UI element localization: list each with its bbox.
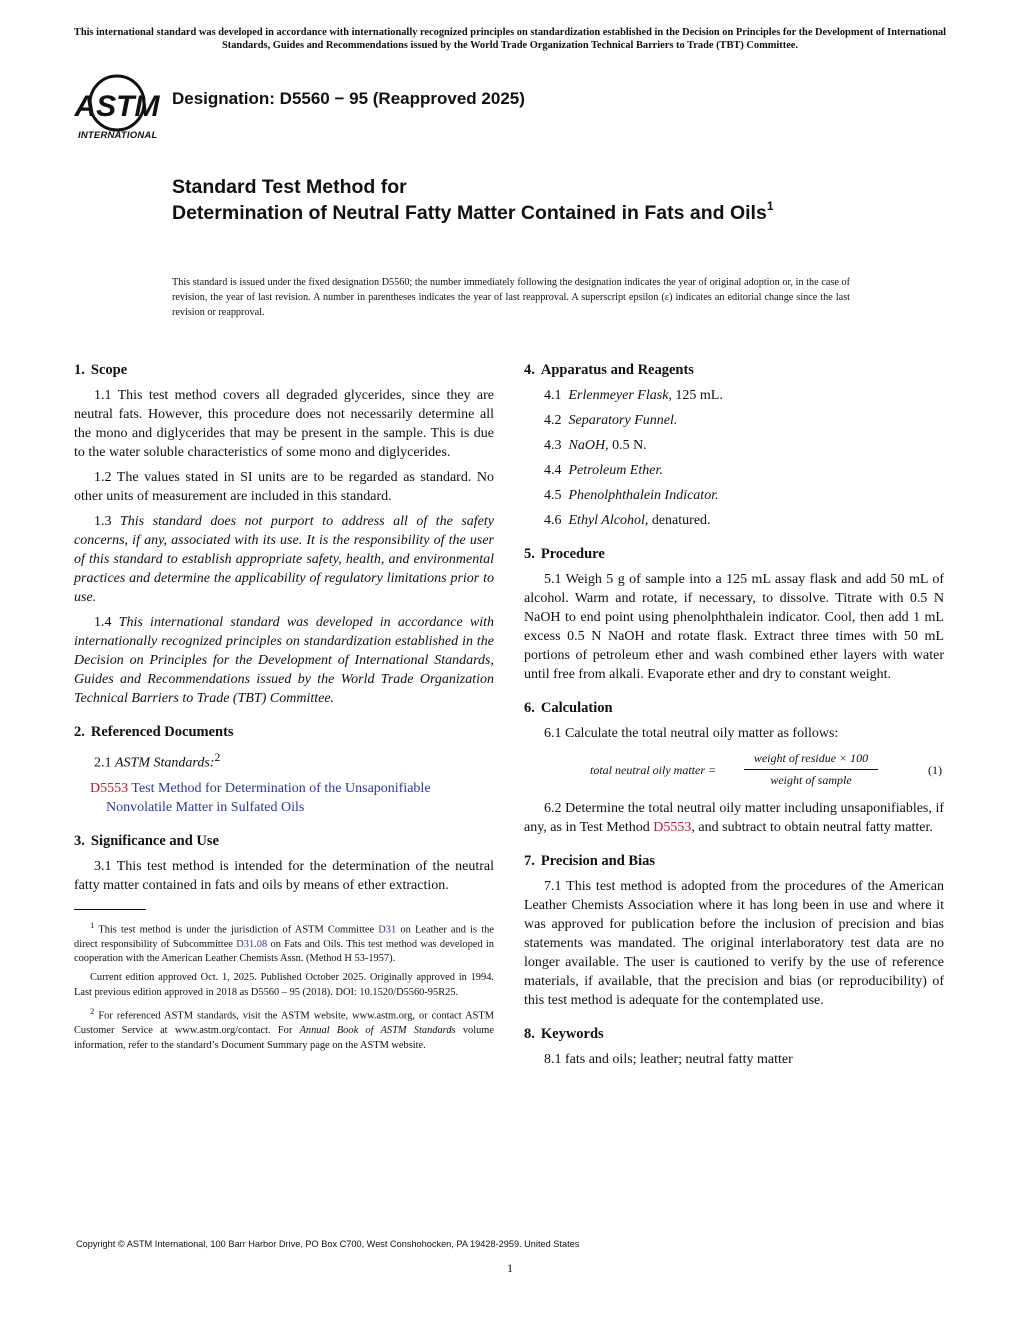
footnote-2: $^2$ For referenced ASTM standards, visit the ASTM website, www.astm.org, or contact ASTM Customer Service at www.astm.org/contact. For Annual Book of ASTM Standards volume information, refer to the standard’s Document Summary page on the ASTM website. — [74, 1006, 494, 1051]
paragraph-6-2: 6.2 Determine the total neutral oily matter including unsaponifiables, if any, as in Test Method D5553, and subtract to obtain neutral fatty matter. — [524, 801, 944, 835]
paragraph-5-1: 5.1 Weigh 5 g of sample into a 125 mL assay flask and add 50 mL of alcohol. Warm and rotate, if necessary, to dissolve. Titrate with 0.5 N NaOH to end point using phenolphthalein indicator. Cool, then add 1 mL excess 0.5 N NaOH and rotate flask. Extract three times with 50 mL portions of petroleum ether and wash combined ether layers with water until free from alkali. Evaporate ether and dry to constant weight. — [524, 572, 944, 682]
subcommittee-d31-08-link[interactable]: D31.08 — [236, 938, 268, 950]
section-heading: 4. Apparatus and Reagents — [524, 362, 694, 378]
section-heading: 8. Keywords — [524, 1026, 604, 1042]
paragraph-1-2: 1.2 The values stated in SI units are to be regarded as standard. No other units of measurement are included in this standard. — [74, 470, 494, 504]
section-precision — [524, 851, 944, 1010]
section-referenced-documents — [74, 722, 494, 817]
document-title — [172, 174, 872, 226]
paragraph-1-1: 1.1 This test method covers all degraded glycerides, since they are neutral fats. However, this procedure does not necessarily determine all the mono and diglycerides that may be present in the sample. This is due to the water soluble characteristics of some mono and diglycerides. — [74, 388, 494, 460]
apparatus-item: 4.5 Phenolphthalein Indicator. — [544, 488, 719, 503]
standard-notice: This international standard was developed in accordance with internationally recognized principles on standardization established in the Decision on Principles for the Development of International Standards, Guides and Recommendations issued by the World Trade Organization Technical Barriers to Trade (TBT) Committee. — [73, 27, 947, 51]
section-apparatus — [524, 360, 944, 530]
section-significance — [74, 831, 494, 895]
reference-d5553-link[interactable]: D5553 Test Method for Determination of the Unsaponifiable Nonvolatile Matter in Sulfated Oils — [90, 780, 431, 815]
footnote-edition: Current edition approved Oct. 1, 2025. Published October 2025. Originally approved in 1994. Last previous edition approved in 2018 as D5560 – 95 (2018). DOI: 10.1520/D5560-95R25. — [74, 971, 494, 998]
equation-1 — [524, 749, 944, 789]
designation: Designation: D5560 − 95 (Reapproved 2025) — [172, 89, 525, 108]
equation-denominator: weight of sample — [770, 773, 852, 787]
equation-lhs: total neutral oily matter = — [590, 763, 717, 777]
page-number: 1 — [507, 1261, 513, 1275]
paragraph-6-1: 6.1 Calculate the total neutral oily matter as follows: — [544, 726, 839, 741]
section-procedure — [524, 544, 944, 684]
section-heading: 7. Precision and Bias — [524, 853, 656, 869]
issued-statement: This standard is issued under the fixed designation D5560; the number immediately following the designation indicates the year of original adoption or, in the case of revision, the year of last revision. A number in parentheses indicates the year of last reapproval. A superscript epsilon (ε) indicates an editorial change since the last revision or reapproval. — [172, 277, 850, 318]
d5553-link[interactable]: D5553 — [653, 820, 692, 835]
copyright: Copyright © ASTM International, 100 Barr Harbor Drive, PO Box C700, West Conshohocken, PA 19428-2959. United States — [76, 1239, 580, 1249]
equation-number: (1) — [928, 763, 942, 777]
logo-subtitle: INTERNATIONAL — [78, 130, 158, 141]
left-column — [74, 360, 494, 1057]
section-calculation — [524, 698, 944, 837]
section-scope — [74, 360, 494, 708]
section-heading: 6. Calculation — [524, 700, 613, 716]
apparatus-item: 4.4 Petroleum Ether. — [544, 463, 663, 478]
footnote-divider — [74, 909, 146, 910]
paragraph-1-3: 1.3 This standard does not purport to address all of the safety concerns, if any, associated with its use. It is the responsibility of the user of this standard to establish appropriate safety, health, and environmental practices and determine the applicability of regulatory limitations prior to use. — [74, 514, 494, 605]
title-footnote-mark: 1 — [766, 198, 774, 213]
section-heading: 2. Referenced Documents — [74, 724, 234, 740]
right-column — [524, 360, 944, 1083]
footnotes — [74, 918, 494, 1054]
section-heading: 5. Procedure — [524, 546, 605, 562]
astm-logo-icon — [72, 74, 162, 132]
paragraph-2-1: 2.1 ASTM Standards:$^2$ — [94, 751, 221, 771]
apparatus-item: 4.1 Erlenmeyer Flask, 125 mL. — [544, 388, 723, 403]
paragraph-8-1: 8.1 fats and oils; leather; neutral fatty matter — [544, 1052, 793, 1067]
section-keywords — [524, 1024, 944, 1069]
apparatus-item: 4.3 NaOH, 0.5 N. — [544, 438, 647, 453]
paragraph-1-4: 1.4 This international standard was developed in accordance with internationally recognized principles on standardization established in the Decision on Principles for the Development of International Standards, Guides and Recommendations issued by the World Trade Organization Technical Barriers to Trade (TBT) Committee. — [74, 615, 495, 706]
equation-fraction — [744, 749, 878, 790]
title-line-2: Determination of Neutral Fatty Matter Contained in Fats and Oils$^1$ — [172, 198, 774, 224]
equation-numerator: weight of residue × 100 — [744, 749, 878, 770]
paragraph-7-1: 7.1 This test method is adopted from the procedures of the American Leather Chemists Association where it has long been in use and where it was approved for publication before the inclusion of precision and bias statements was mandated. The original interlaboratory test data are no longer available. The user is cautioned to verify by the use of reference materials, if available, that the precision and bias (or reproducibility) of this test method is adequate for the contemplated use. — [524, 879, 944, 1008]
paragraph-3-1: 3.1 This test method is intended for the determination of the neutral fatty matter contained in fats and oils by means of ether extraction. — [74, 858, 494, 893]
apparatus-item: 4.2 Separatory Funnel. — [544, 413, 678, 428]
astm-logo-text: ASTM — [74, 90, 160, 123]
section-heading: 3. Significance and Use — [74, 832, 219, 849]
apparatus-item: 4.6 Ethyl Alcohol, denatured. — [544, 513, 711, 528]
committee-d31-link[interactable]: D31 — [378, 924, 397, 936]
title-line-1: Standard Test Method for — [172, 176, 407, 198]
footnote-1: $^1$ This test method is under the jurisdiction of ASTM Committee D31 on Leather and is the direct responsibility of Subcommittee D31.08 on Fats and Oils. This test method was developed in cooperation with the American Leather Chemists Assn. (Method H 53-1957). — [74, 919, 494, 965]
section-heading: 1. Scope — [74, 362, 128, 378]
astm-logo — [72, 74, 162, 146]
